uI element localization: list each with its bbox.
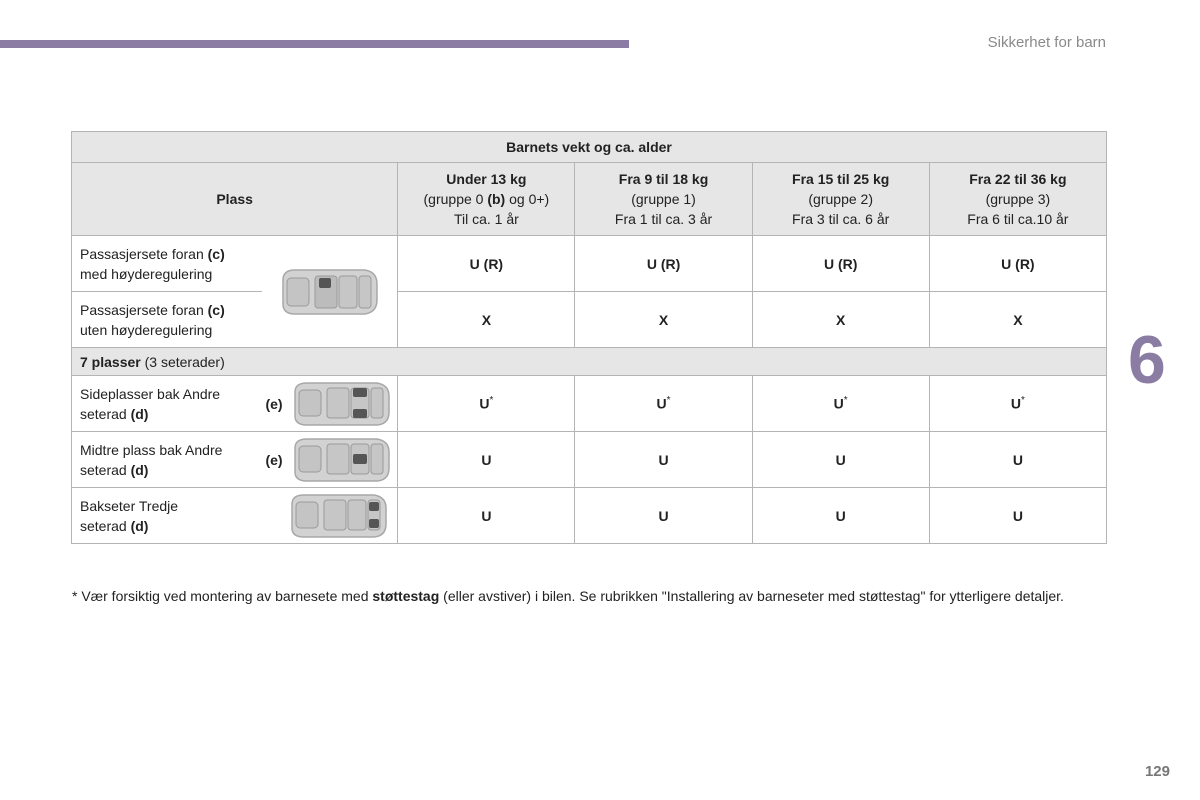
table-row (72, 236, 1107, 292)
column-group: (gruppe 1) (631, 191, 696, 207)
column-title: Under 13 kg (446, 171, 527, 187)
value-cell (929, 376, 1106, 432)
value-text: U (656, 395, 667, 412)
value-cell: U (752, 432, 929, 488)
value-cell: U (929, 488, 1106, 544)
value-cell (752, 376, 929, 432)
column-group: (gruppe 2) (808, 191, 873, 207)
value-cell: U (575, 432, 752, 488)
icon-cell (262, 432, 398, 488)
section-row (72, 348, 1107, 376)
footnote-marker: * (1020, 395, 1025, 407)
section-text: (3 seterader) (140, 353, 225, 370)
place-cell (72, 488, 262, 544)
place-cell (72, 376, 262, 432)
value-text: U (833, 395, 844, 412)
column-age: Fra 1 til ca. 3 år (614, 211, 713, 227)
place-text: Sideplasser bak Andre (80, 385, 221, 402)
value-text: U (1010, 395, 1021, 412)
value-cell: X (752, 292, 929, 348)
column-age: Fra 3 til ca. 6 år (792, 211, 890, 227)
footnote (72, 586, 1082, 606)
place-text-2: uten høyderegulering (80, 321, 213, 338)
table-row (72, 376, 1107, 432)
value-cell: U (929, 432, 1106, 488)
column-group (399, 189, 573, 209)
section-label (72, 348, 1107, 376)
footnote-text: Vær forsiktig ved montering av barnesete med (77, 588, 373, 604)
value-cell: U (R) (575, 236, 752, 292)
icon-cell (262, 376, 398, 432)
place-text: Midtre plass bak Andre (80, 441, 223, 458)
column-group: (gruppe 3) (985, 191, 1051, 207)
place-text: Passasjersete foran (80, 301, 208, 318)
place-text-2: seterad (80, 405, 131, 422)
place-text-2: med høyderegulering (80, 265, 213, 282)
place-note: (d) (130, 461, 149, 478)
place-text: Bakseter Tredje (80, 497, 179, 514)
car-seat-diagram-icon (286, 492, 390, 540)
place-text-2: seterad (80, 517, 131, 534)
column-header (752, 163, 929, 236)
column-header (398, 163, 575, 236)
section-bold: 7 plasser (80, 353, 141, 370)
car-seat-diagram-icon (277, 266, 381, 318)
value-cell: U (R) (398, 236, 575, 292)
value-cell: U (752, 488, 929, 544)
place-note: (d) (130, 405, 149, 422)
place-note: (c) (207, 301, 225, 318)
value-cell: U (R) (929, 236, 1106, 292)
icon-cell (262, 488, 398, 544)
child-seat-table (71, 131, 1107, 544)
group-text: (gruppe 0 (423, 191, 488, 207)
place-note: (c) (207, 245, 225, 262)
footnote-marker: * (843, 395, 848, 407)
value-text: U (479, 395, 490, 412)
value-cell: X (398, 292, 575, 348)
table-row (72, 292, 1107, 348)
column-title: Fra 22 til 36 kg (969, 171, 1067, 187)
note-label: (e) (265, 395, 283, 412)
chapter-number: 6 (1128, 322, 1166, 398)
place-cell (72, 432, 262, 488)
value-cell (398, 376, 575, 432)
value-cell: X (575, 292, 752, 348)
icon-cell (262, 236, 398, 348)
footnote-marker: * (666, 395, 671, 407)
page-number: 129 (1144, 763, 1170, 780)
car-seat-diagram-icon (289, 436, 393, 484)
value-cell: U (575, 488, 752, 544)
value-cell: U (398, 488, 575, 544)
group-text-end: og 0+) (505, 191, 550, 207)
group-note: (b) (487, 191, 506, 207)
place-note: (d) (130, 517, 149, 534)
column-age: Fra 6 til ca.10 år (967, 211, 1069, 227)
column-header (929, 163, 1106, 236)
footnote-marker: * (489, 395, 494, 407)
place-cell (72, 236, 262, 292)
value-cell: X (929, 292, 1106, 348)
column-title: Fra 9 til 18 kg (618, 171, 709, 187)
table-title: Barnets vekt og ca. alder (72, 132, 1107, 163)
place-text-2: seterad (80, 461, 131, 478)
value-cell: U (398, 432, 575, 488)
place-text: Passasjersete foran (80, 245, 208, 262)
section-title: Sikkerhet for barn (987, 34, 1106, 51)
value-cell: U (R) (752, 236, 929, 292)
column-header (575, 163, 752, 236)
table-row (72, 488, 1107, 544)
column-age: Til ca. 1 år (453, 211, 519, 227)
footnote-text-end: (eller avstiver) i bilen. Se rubrikken "Installering av barneseter med støttestag" for ytterligere detaljer. (439, 588, 1064, 604)
note-label: (e) (265, 451, 283, 468)
place-header: Plass (72, 163, 398, 236)
car-seat-diagram-icon (289, 380, 393, 428)
place-cell (72, 292, 262, 348)
table-row (72, 432, 1107, 488)
top-accent-bar (0, 40, 629, 48)
value-cell (575, 376, 752, 432)
footnote-bold: støttestag (372, 588, 440, 604)
column-title: Fra 15 til 25 kg (792, 171, 890, 187)
footnote-star: * (72, 588, 78, 604)
